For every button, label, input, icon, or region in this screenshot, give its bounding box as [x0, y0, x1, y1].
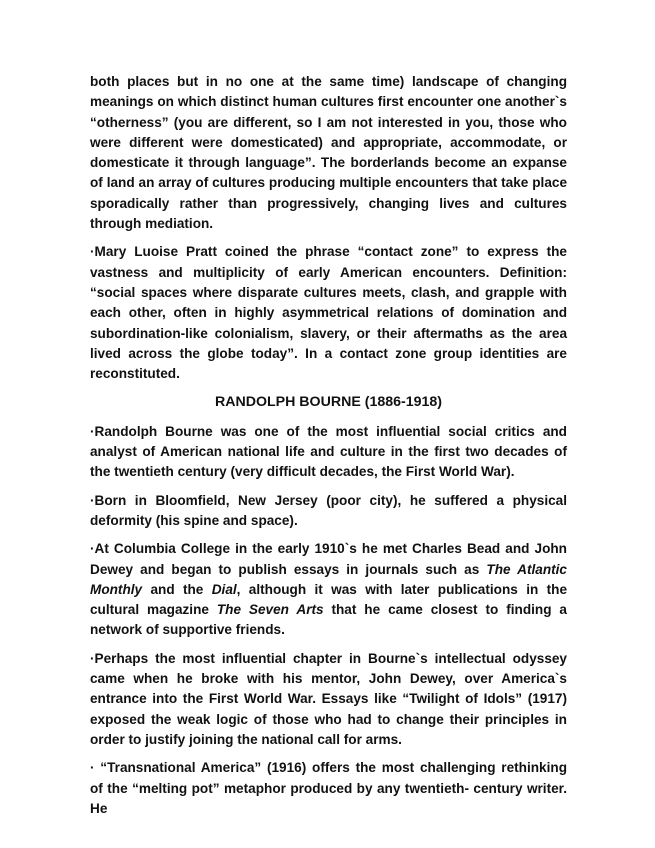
journal-title-dial: Dial	[211, 581, 237, 597]
paragraph-borderlands: both places but in no one at the same time) landscape of changing meanings on which distinct human cultures first encounter one another`s “otherness” (you are different, so I am not interested in you, those who were different were domesticated) and appropriate, accommodate, or domesticate it through language”. The borderlands become an expanse of land an array of cultures producing multiple encounters that take place sporadically rather than progressively, changing lives and cultures through mediation.	[90, 74, 567, 232]
paragraph-bourne-birth: ·Born in Bloomfield, New Jersey (poor city), he suffered a physical deformity (his spine and space).	[90, 492, 567, 528]
text-span: that he came closest to finding a network of supportive friends.	[90, 602, 567, 638]
paragraph-bourne-dewey: ·Perhaps the most influential chapter in Bourne`s intellectual odyssey came when he broke with his mentor, John Dewey, over America`s entrance into the First World War. Essays like “Twilight of Idols” (1917) exposed the weak logic of those who had to change their principles in order to justify joining the national call for arms.	[90, 650, 567, 747]
text-span: and the	[142, 581, 212, 597]
paragraph-contact-zone: ·Mary Luoise Pratt coined the phrase “contact zone” to express the vastness and multiplicity of early American encounters. Definition: “social spaces where disparate cultures meets, clash, and grapple with each other, often in highly asymmetrical relations of domination and subordination-like colonialism, slavery, or their aftermaths as the area lived across the globe today”. In a contact zone group identities are reconstituted.	[90, 244, 567, 382]
section-heading: RANDOLPH BOURNE (1886-1918)	[214, 394, 443, 411]
magazine-title-seven-arts: The Seven Arts	[216, 602, 324, 618]
paragraph-transnational-america: · “Transnational America” (1916) offers the most challenging rethinking of the “melting pot” metaphor produced by any twentieth- century writer. He	[90, 760, 567, 816]
text-span: , although it was with later publications in the cultural magazine	[90, 581, 568, 618]
journal-title-atlantic: The Atlantic Monthly	[90, 561, 567, 597]
paragraph-bourne-columbia	[90, 539, 567, 640]
paragraph-bourne-intro: ·Randolph Bourne was one of the most influential social critics and analyst of American national life and culture in the first two decades of the twentieth century (very difficult decades, the First World War).	[90, 423, 567, 480]
text-span: ·At Columbia College in the early 1910`s he met Charles Bead and John Dewey and began to publish essays in journals such as	[90, 541, 567, 577]
document-page	[90, 72, 567, 827]
